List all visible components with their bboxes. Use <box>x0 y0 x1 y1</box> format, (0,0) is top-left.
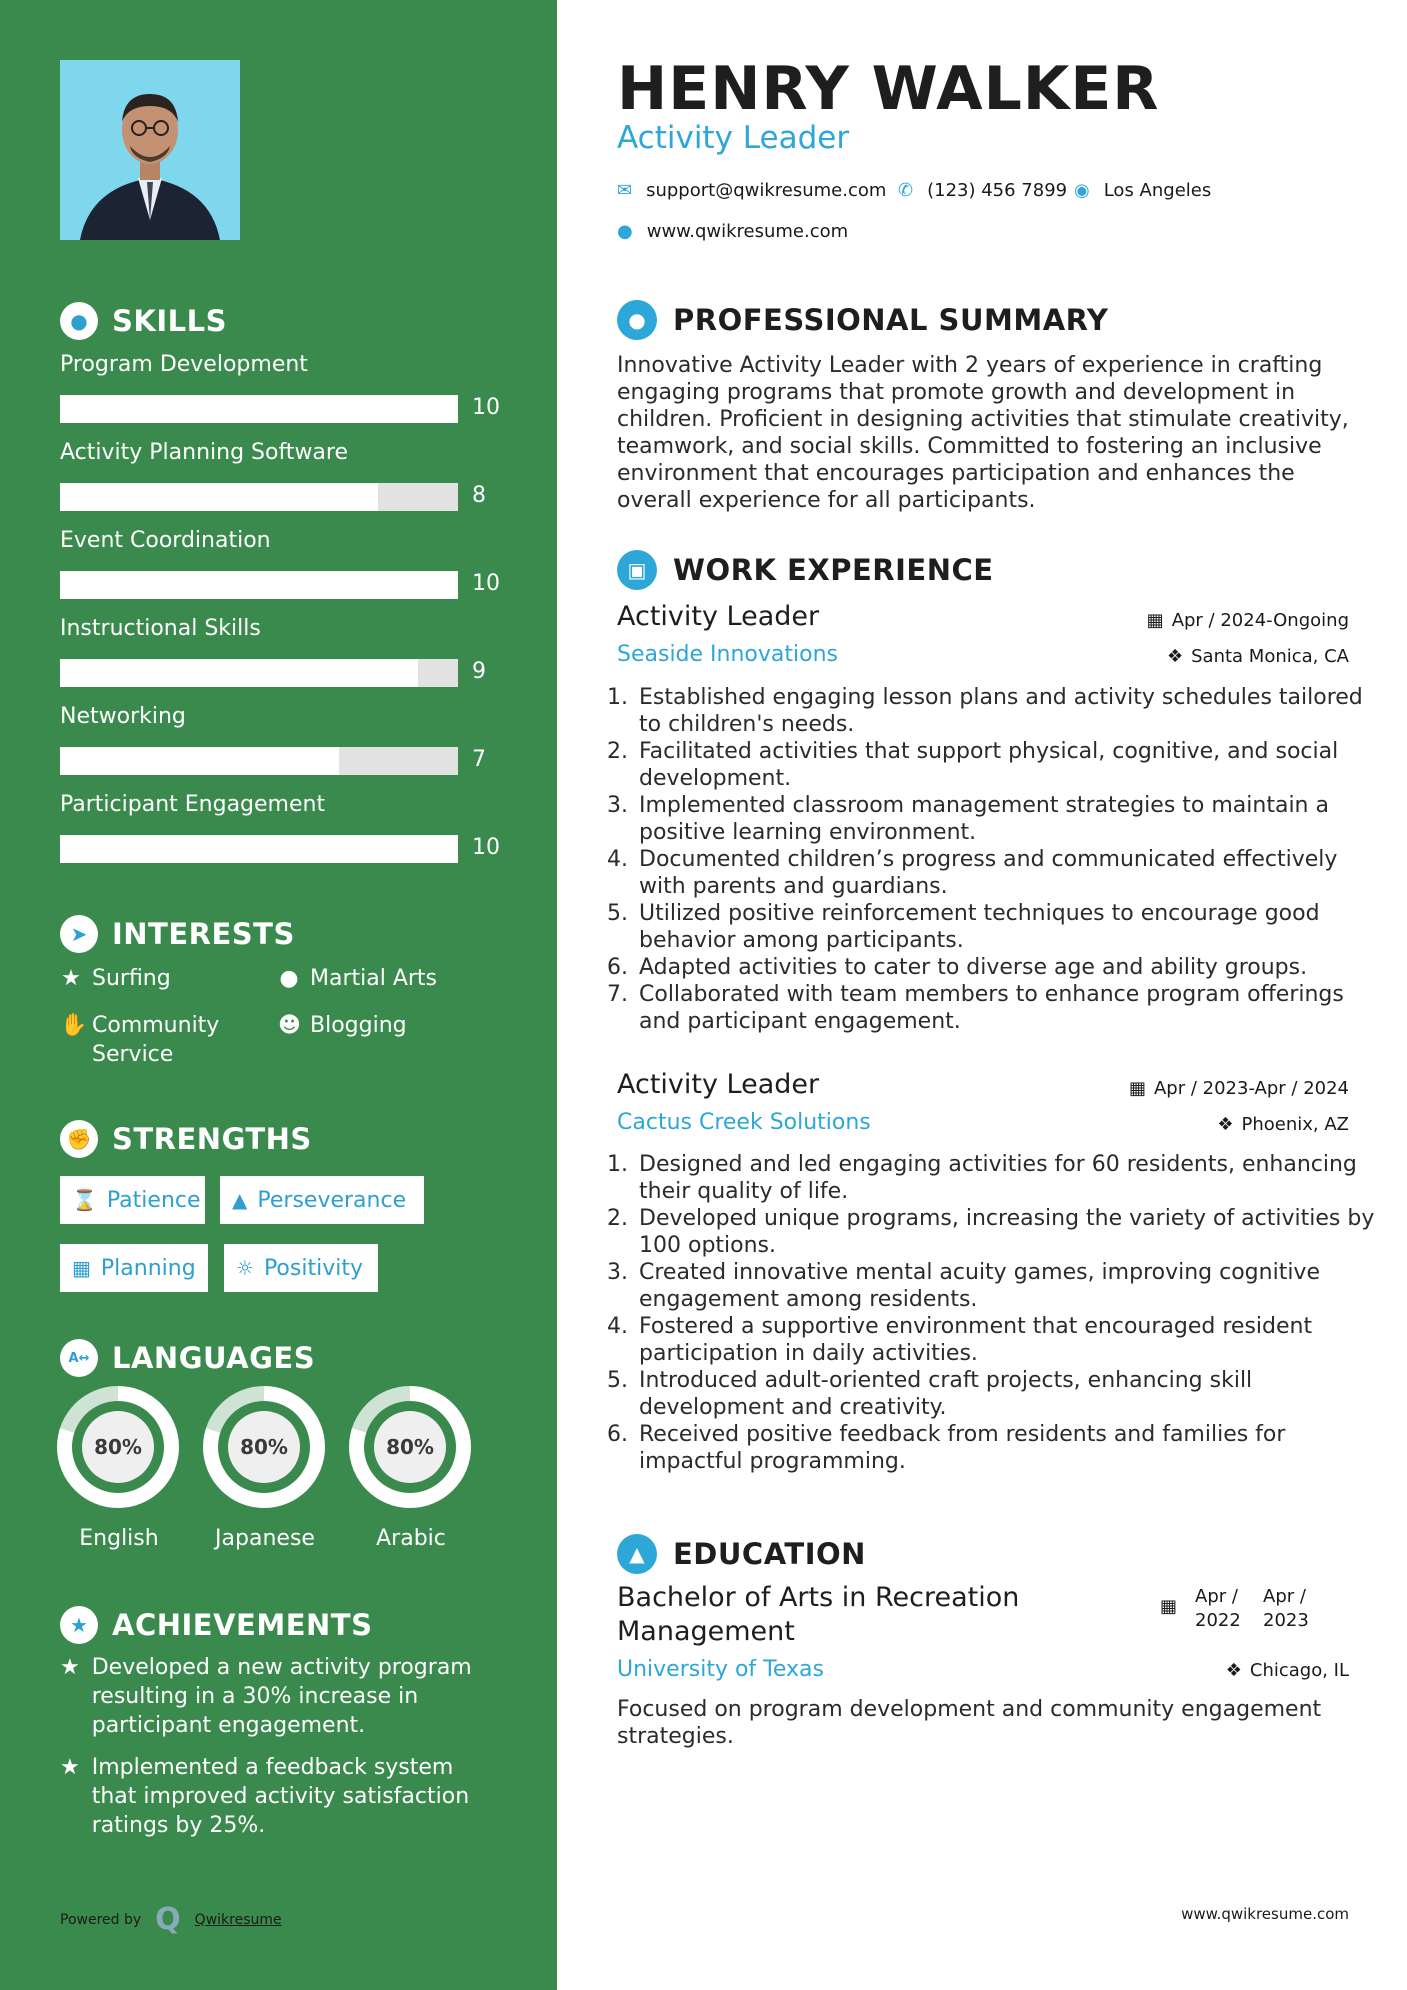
work-heading: ▣ WORK EXPERIENCE <box>617 550 994 590</box>
skill-value: 10 <box>472 835 500 860</box>
sidebar <box>0 0 557 1990</box>
education-description: Focused on program development and community engagement strategies. <box>617 1697 1322 1749</box>
shooting-star-icon: ★ <box>60 1655 80 1680</box>
person-photo-icon <box>60 60 240 240</box>
candidate-name: HENRY WALKER <box>617 54 1160 124</box>
language-name: Arabic <box>376 1526 446 1551</box>
education-heading: ▲ EDUCATION <box>617 1534 866 1574</box>
skill-value: 10 <box>472 395 500 420</box>
globe-icon: ● <box>617 221 633 242</box>
skill-item <box>60 352 500 420</box>
job-responsibilities <box>617 1151 1375 1475</box>
pushpin-icon: ❖ <box>1225 1660 1242 1681</box>
language-item <box>349 1386 473 1551</box>
language-item <box>57 1386 181 1551</box>
job-company: Cactus Creek Solutions <box>617 1110 871 1135</box>
contact-phone: ✆ (123) 456 7899 <box>898 180 1068 201</box>
responsibility-item: 5. Utilized positive reinforcement techniques to encourage good behavior among participants. <box>635 900 1375 954</box>
job-responsibilities <box>617 684 1375 1035</box>
responsibility-item: 2. Developed unique programs, increasing the variety of activities by 100 options. <box>635 1205 1375 1259</box>
strength-tag-patience: ⌛ Patience <box>60 1176 205 1224</box>
graduate-icon: ▲ <box>617 1534 657 1574</box>
contact-location: ◉ Los Angeles <box>1074 180 1212 201</box>
responsibility-item: 5. Introduced adult-oriented craft projects, enhancing skill development and creativity. <box>635 1367 1375 1421</box>
responsibility-item: 7. Collaborated with team members to enhance program offerings and participant engagement. <box>635 981 1375 1035</box>
responsibility-item: 4. Fostered a supportive environment that encouraged resident participation in daily activities. <box>635 1313 1375 1367</box>
job-title: Activity Leader <box>617 601 820 632</box>
qwikresume-link[interactable]: Qwikresume <box>194 1911 282 1928</box>
powered-by: Powered by Q Qwikresume <box>60 1902 282 1937</box>
skill-bar <box>60 395 458 423</box>
interest-item: ☻ Blogging <box>278 1013 407 1038</box>
strength-tag-perseverance: ▲ Perseverance <box>220 1176 424 1224</box>
education-dates: ▦ Apr / 2022 Apr / 2023 <box>1160 1586 1309 1631</box>
job-title: Activity Leader <box>617 1069 820 1100</box>
strengths-heading: ✊ STRENGTHS <box>60 1120 312 1158</box>
skill-bar <box>60 659 458 687</box>
languages-heading: A↔ LANGUAGES <box>60 1339 315 1377</box>
interest-item: ★ Surfing <box>61 966 171 991</box>
hourglass-icon: ⌛ <box>72 1188 97 1212</box>
summary-heading: ● PROFESSIONAL SUMMARY <box>617 300 1108 340</box>
responsibility-item: 2. Facilitated activities that support physical, cognitive, and social development. <box>635 738 1375 792</box>
briefcase-icon: ▣ <box>617 550 657 590</box>
responsibility-item: 1. Designed and led engaging activities for 60 residents, enhancing their quality of life. <box>635 1151 1375 1205</box>
skill-bar <box>60 747 458 775</box>
skill-bar <box>60 835 458 863</box>
language-name: English <box>79 1526 159 1551</box>
skill-item <box>60 792 500 860</box>
pushpin-icon: ❖ <box>1217 1114 1234 1135</box>
phone-icon: ✆ <box>898 180 914 201</box>
qwikresume-logo-icon: Q <box>155 1902 181 1937</box>
footer-website: www.qwikresume.com <box>1181 1905 1349 1923</box>
language-percent: 80% <box>82 1411 154 1483</box>
skill-value: 8 <box>472 483 486 508</box>
road-icon: ▲ <box>232 1188 248 1212</box>
skill-value: 10 <box>472 571 500 596</box>
responsibility-item: 3. Implemented classroom management strategies to maintain a positive learning environment. <box>635 792 1375 846</box>
job-location: ❖ Phoenix, AZ <box>1217 1114 1349 1135</box>
job-dates: ▦ Apr / 2024-Ongoing <box>1146 610 1349 631</box>
skill-item <box>60 616 500 684</box>
calendar-icon: ▦ <box>1160 1596 1178 1617</box>
skill-bar-fill <box>60 571 458 599</box>
interest-item: ● Martial Arts <box>279 966 438 991</box>
skill-bar-fill <box>60 835 458 863</box>
language-item <box>203 1386 327 1551</box>
pushpin-icon: ❖ <box>1166 646 1184 667</box>
interest-item: ✋ Community Service <box>60 1013 220 1067</box>
education-school: University of Texas <box>617 1657 824 1682</box>
responsibility-item: 1. Established engaging lesson plans and activity schedules tailored to children's needs. <box>635 684 1375 738</box>
calendar-icon: ▦ <box>72 1256 91 1280</box>
job-company: Seaside Innovations <box>617 642 838 667</box>
language-percent: 80% <box>228 1411 300 1483</box>
hand-icon: ✋ <box>60 1013 88 1038</box>
achievement-item: ★ Implemented a feedback system that improved activity satisfaction ratings by 25%. <box>60 1755 470 1838</box>
profile-photo <box>60 60 240 240</box>
users-icon: ☻ <box>278 1013 301 1038</box>
user-icon: ● <box>617 300 657 340</box>
skill-name: Instructional Skills <box>60 616 261 641</box>
skill-bar <box>60 483 458 511</box>
skill-value: 9 <box>472 659 486 684</box>
star-badge-icon: ★ <box>60 1606 98 1644</box>
education-degree: Bachelor of Arts in Recreation Management <box>617 1582 1020 1647</box>
star-icon: ★ <box>61 966 81 991</box>
skill-bar-fill <box>60 483 378 511</box>
skill-item <box>60 704 500 772</box>
responsibility-item: 4. Documented children’s progress and communicated effectively with parents and guardians. <box>635 846 1375 900</box>
sun-icon: ☼ <box>236 1256 254 1280</box>
skill-name: Activity Planning Software <box>60 440 349 465</box>
lightbulb-icon: ● <box>60 302 98 340</box>
calendar-icon: ▦ <box>1128 1078 1146 1099</box>
skill-name: Networking <box>60 704 186 729</box>
strength-tag-planning: ▦ Planning <box>60 1244 208 1292</box>
skill-name: Participant Engagement <box>60 792 326 817</box>
language-progress-ring <box>349 1386 471 1508</box>
language-progress-ring <box>57 1386 179 1508</box>
contact-email: ✉ support@qwikresume.com <box>617 180 887 201</box>
map-pin-icon: ◉ <box>1074 180 1090 201</box>
language-icon: A↔ <box>60 1339 98 1377</box>
achievement-item: ★ Developed a new activity program resulting in a 30% increase in participant engagement. <box>60 1655 472 1738</box>
envelope-icon: ✉ <box>617 180 633 201</box>
achievements-heading: ★ ACHIEVEMENTS <box>60 1606 372 1644</box>
skill-bar <box>60 571 458 599</box>
language-percent: 80% <box>374 1411 446 1483</box>
skill-bar-fill <box>60 747 339 775</box>
strength-tag-positivity: ☼ Positivity <box>224 1244 378 1292</box>
skill-value: 7 <box>472 747 486 772</box>
contact-website: ● www.qwikresume.com <box>617 221 849 242</box>
candidate-role: Activity Leader <box>617 120 850 156</box>
job-dates: ▦ Apr / 2023-Apr / 2024 <box>1128 1078 1349 1099</box>
responsibility-item: 3. Created innovative mental acuity games, improving cognitive engagement among residents. <box>635 1259 1375 1313</box>
language-progress-ring <box>203 1386 325 1508</box>
fist-icon: ✊ <box>60 1120 98 1158</box>
skill-bar-fill <box>60 659 418 687</box>
skill-name: Program Development <box>60 352 308 377</box>
responsibility-item: 6. Adapted activities to cater to diverse age and ability groups. <box>635 954 1375 981</box>
paper-plane-icon: ➤ <box>60 915 98 953</box>
skill-item <box>60 440 500 508</box>
skill-bar-fill <box>60 395 458 423</box>
language-name: Japanese <box>215 1526 315 1551</box>
job-location: ❖ Santa Monica, CA <box>1166 646 1349 667</box>
skills-heading: ● SKILLS <box>60 302 227 340</box>
skill-item <box>60 528 500 596</box>
responsibility-item: 6. Received positive feedback from residents and families for impactful programming. <box>635 1421 1375 1475</box>
shooting-star-icon: ★ <box>60 1755 80 1780</box>
skill-name: Event Coordination <box>60 528 271 553</box>
summary-text: Innovative Activity Leader with 2 years of experience in crafting engaging programs that promote growth and development in children. Proficient in designing activities that stimulate creativity, teamwork, and social skills. Committed to fostering an inclusive environment that encourages participation and enhances the overall experience for all participants. <box>617 353 1349 513</box>
globe-icon: ● <box>279 966 299 991</box>
calendar-icon: ▦ <box>1146 610 1164 631</box>
education-location: ❖ Chicago, IL <box>1225 1660 1349 1681</box>
interests-heading: ➤ INTERESTS <box>60 915 295 953</box>
